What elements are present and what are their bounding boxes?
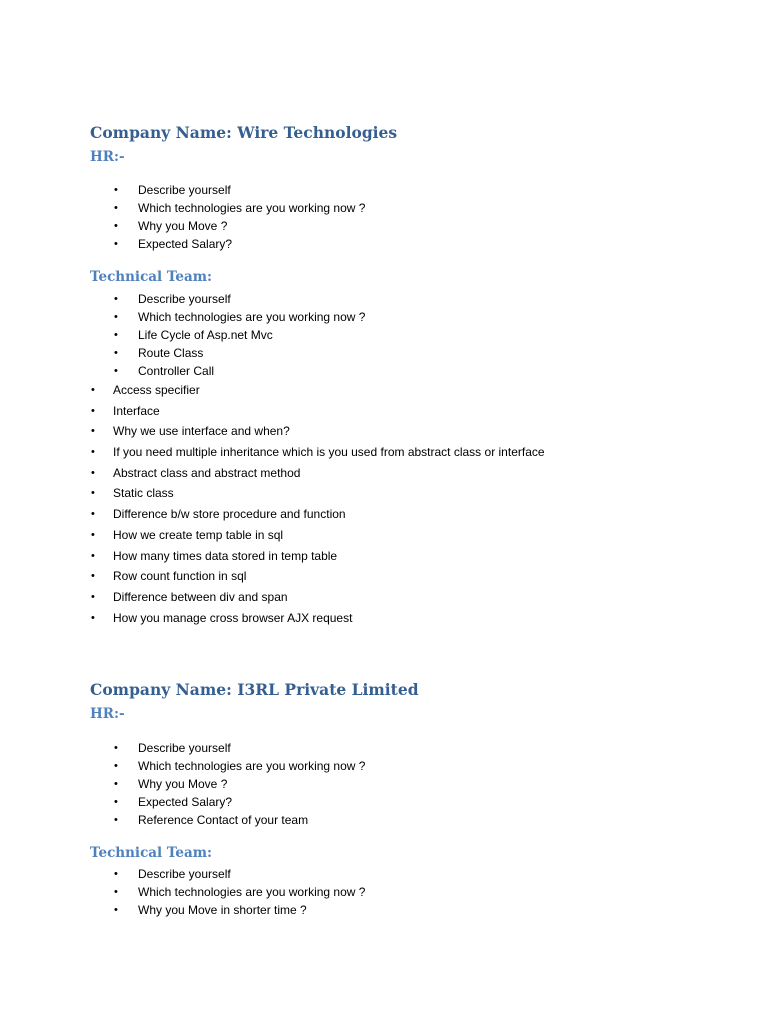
bullet-icon: •	[114, 365, 118, 377]
bullet-icon: •	[114, 238, 118, 250]
list-item-text: Access specifier	[113, 383, 200, 397]
bullet-icon: •	[114, 184, 118, 196]
bullet-icon: •	[114, 742, 118, 754]
bullet-icon: •	[91, 446, 95, 459]
list-item-text: How many times data stored in temp table	[113, 548, 338, 563]
list-item-text: Interface	[113, 403, 160, 418]
list-item-text: Abstract class and abstract method	[113, 465, 301, 480]
bullet-icon: •	[91, 570, 95, 583]
bullet-icon: •	[91, 611, 95, 624]
company-1-title: Company Name: Wire Technologies	[90, 123, 398, 142]
bullet-icon: •	[114, 778, 118, 790]
bullet-icon: •	[91, 487, 95, 500]
list-item-text: Difference between div and span	[113, 589, 288, 604]
list-item-text: Expected Salary?	[138, 237, 233, 251]
list-item-text: Why you Move in shorter time ?	[138, 903, 307, 917]
bullet-icon: •	[114, 814, 118, 826]
bullet-icon: •	[114, 329, 118, 341]
bullet-icon: •	[91, 528, 95, 541]
list-item-text: Static class	[113, 486, 174, 501]
bullet-icon: •	[114, 311, 118, 323]
list-item-text: Why you Move ?	[138, 219, 228, 233]
company-2-hr-heading: HR:-	[90, 706, 125, 722]
company-1-hr-heading: HR:-	[90, 149, 125, 165]
list-item-text: Describe yourself	[138, 867, 231, 881]
bullet-icon: •	[114, 760, 118, 772]
bullet-icon: •	[114, 904, 118, 916]
list-item-text: Describe yourself	[138, 741, 231, 755]
list-item-text: Why we use interface and when?	[113, 424, 290, 439]
bullet-icon: •	[114, 220, 118, 232]
list-item-text: How we create temp table in sql	[113, 527, 284, 542]
bullet-icon: •	[91, 466, 95, 479]
bullet-icon: •	[114, 796, 118, 808]
list-item-text: Why you Move ?	[138, 777, 228, 791]
list-item-text: Which technologies are you working now ?	[138, 201, 366, 215]
bullet-icon: •	[114, 293, 118, 305]
company-1-tech-heading: Technical Team:	[90, 269, 212, 285]
bullet-icon: •	[91, 384, 95, 396]
bullet-icon: •	[114, 886, 118, 898]
list-item-text: Which technologies are you working now ?	[138, 310, 366, 324]
list-item-text: If you need multiple inheritance which is you used from abstract class or interface	[113, 445, 545, 460]
list-item-text: Life Cycle of Asp.net Mvc	[138, 328, 273, 342]
list-item-text: How you manage cross browser AJX request	[113, 610, 353, 625]
bullet-icon: •	[114, 868, 118, 880]
bullet-icon: •	[91, 549, 95, 562]
bullet-icon: •	[114, 202, 118, 214]
bullet-icon: •	[114, 347, 118, 359]
company-2-tech-heading: Technical Team:	[90, 845, 212, 861]
list-item-text: Which technologies are you working now ?	[138, 885, 366, 899]
bullet-icon: •	[91, 508, 95, 521]
bullet-icon: •	[91, 590, 95, 603]
list-item-text: Describe yourself	[138, 183, 231, 197]
list-item-text: Reference Contact of your team	[138, 813, 309, 827]
list-item-text: Route Class	[138, 346, 204, 360]
list-item-text: Which technologies are you working now ?	[138, 759, 366, 773]
list-item-text: Row count function in sql	[113, 569, 247, 584]
company-2-title: Company Name: I3RL Private Limited	[90, 680, 419, 699]
bullet-icon: •	[91, 404, 95, 417]
list-item-text: Difference b/w store procedure and function	[113, 507, 346, 522]
list-item-text: Expected Salary?	[138, 795, 233, 809]
bullet-icon: •	[91, 425, 95, 438]
list-item-text: Describe yourself	[138, 292, 231, 306]
list-item-text: Controller Call	[138, 364, 215, 378]
